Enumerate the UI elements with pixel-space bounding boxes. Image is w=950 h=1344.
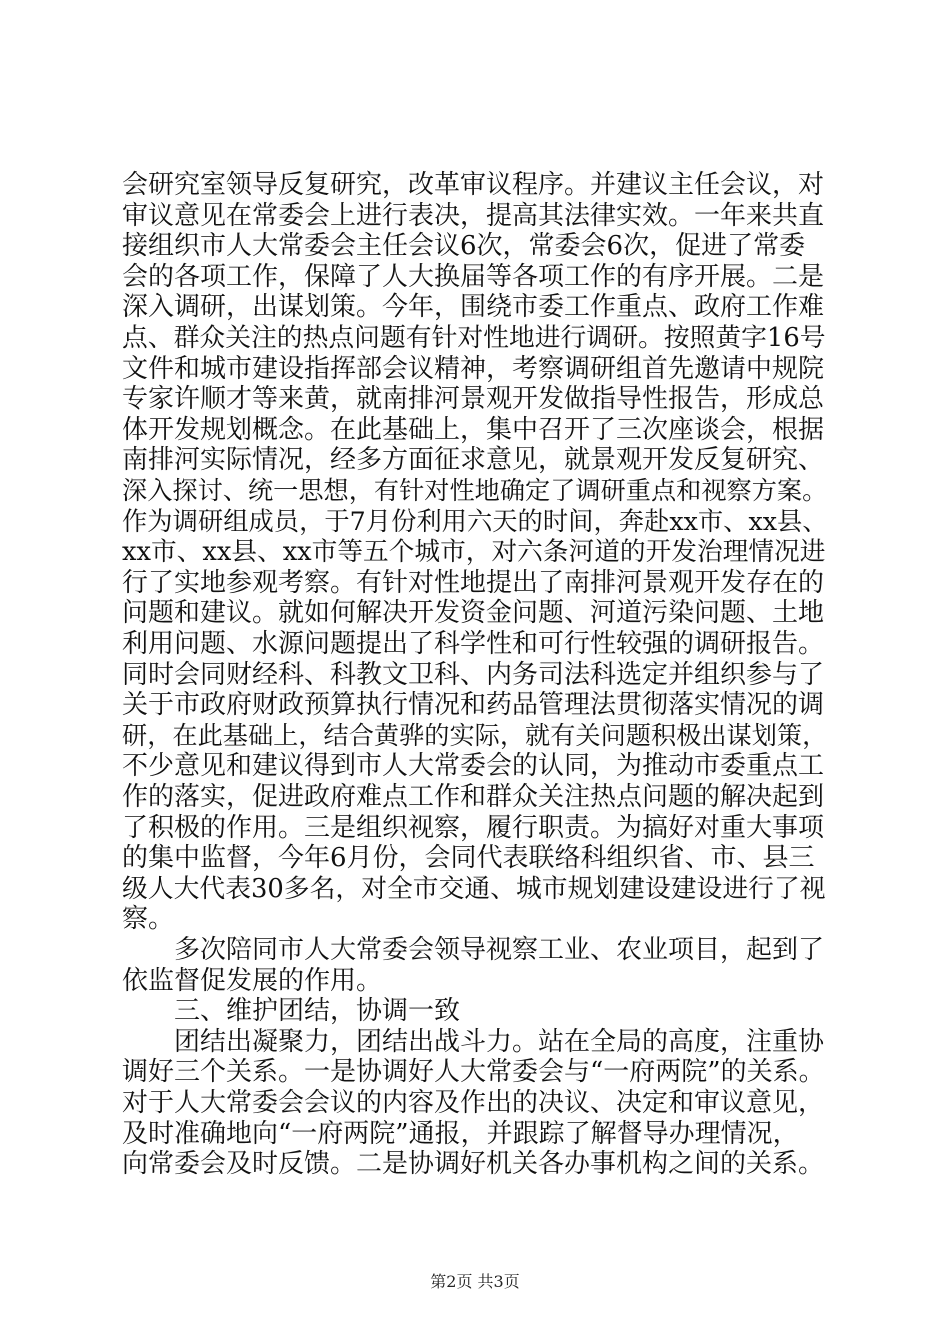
body-text-line: 行了实地参观考察。有针对性地提出了南排河景观开发存在的 [122, 567, 825, 598]
body-text-line: 深入探讨、统一思想，有针对性地确定了调研重点和视察方案。 [122, 476, 828, 505]
body-text-line: 会的各项工作，保障了人大换届等各项工作的有序开展。二是 [122, 261, 825, 292]
body-text-line: 调好三个关系。一是协调好人大常委会与“一府两院”的关系。 [122, 1057, 825, 1088]
body-text-line: 级人大代表30多名，对全市交通、城市规划建设建设进行了视 [122, 873, 826, 904]
body-text-line: 了积极的作用。三是组织视察，履行职责。为搞好对重大事项 [122, 812, 825, 843]
body-text-line: 利用问题、水源问题提出了科学性和可行性较强的调研报告。 [122, 629, 825, 659]
body-text-line: 依监督促发展的作用。 [122, 965, 383, 996]
body-text-line: 审议意见在常委会上进行表决，提高其法律实效。一年来共直 [122, 200, 825, 231]
section-heading: 三、维护团结，协调一致 [122, 996, 461, 1027]
body-text-line: 向常委会及时反馈。二是协调好机关各办事机构之间的关系。 [122, 1149, 825, 1180]
body-text-line: 对于人大常委会会议的内容及作出的决议、决定和审议意见， [122, 1088, 825, 1118]
body-text-line: 接组织市人大常委会主任会议6次，常委会6次，促进了常委 [122, 231, 806, 262]
page-number-footer: 第2页 共3页 [430, 1272, 520, 1291]
body-text-line: 同时会同财经科、科教文卫科、内务司法科选定并组织参与了 [122, 659, 825, 690]
body-text-line: 及时准确地向“一府两院”通报，并跟踪了解督导办理情况， [122, 1118, 799, 1149]
body-text-line: 专家许顺才等来黄，就南排河景观开发做指导性报告，形成总 [122, 384, 825, 415]
body-text-line: xx市、xx县、xx市等五个城市，对六条河道的开发治理情况进 [122, 537, 826, 568]
body-text-line: 问题和建议。就如何解决开发资金问题、河道污染问题、土地 [122, 598, 825, 629]
body-text-line: 深入调研，出谋划策。今年，围绕市委工作重点、政府工作难 [122, 292, 825, 323]
body-text-line: 察。 [122, 904, 175, 935]
body-text-line: 点、群众关注的热点问题有针对性地进行调研。按照黄字16号 [122, 323, 826, 353]
body-text-line: 多次陪同市人大常委会领导视察工业、农业项目，起到了 [122, 935, 825, 965]
body-text-line: 的集中监督，今年6月份，会同代表联络科组织省、市、县三 [122, 843, 815, 874]
body-text-line: 会研究室领导反复研究，改革审议程序。并建议主任会议，对 [122, 170, 825, 200]
body-text-line: 不少意见和建议得到市人大常委会的认同，为推动市委重点工 [122, 751, 825, 782]
body-text-line: 团结出凝聚力，团结出战斗力。站在全局的高度，注重协 [122, 1026, 825, 1057]
body-text-line: 体开发规划概念。在此基础上，集中召开了三次座谈会，根据 [122, 414, 825, 445]
body-text-line: 关于市政府财政预算执行情况和药品管理法贯彻落实情况的调 [122, 690, 825, 721]
body-text-line: 文件和城市建设指挥部会议精神，考察调研组首先邀请中规院 [122, 353, 825, 384]
body-text-line: 作为调研组成员，于7月份利用六天的时间，奔赴xx市、xx县、 [122, 506, 828, 536]
body-text-line: 作的落实，促进政府难点工作和群众关注热点问题的解决起到 [122, 782, 825, 812]
body-text-line: 南排河实际情况，经多方面征求意见，就景观开发反复研究、 [122, 445, 825, 476]
body-text-line: 研，在此基础上，结合黄骅的实际，就有关问题积极出谋划策， [122, 720, 828, 750]
